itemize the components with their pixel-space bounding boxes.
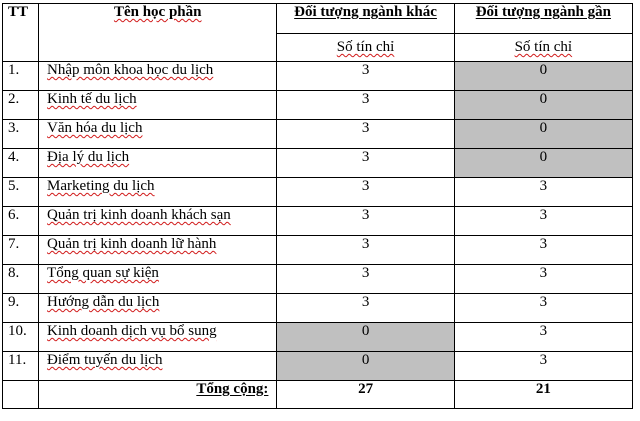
table-row bbox=[3, 120, 633, 149]
credits-near: 0 bbox=[454, 120, 632, 149]
table-body bbox=[3, 62, 633, 381]
row-number: 2. bbox=[3, 91, 39, 120]
credits-near: 3 bbox=[454, 352, 632, 381]
row-number: 7. bbox=[3, 236, 39, 265]
course-name: Nhập môn khoa học du lịch bbox=[47, 62, 214, 78]
row-number: 3. bbox=[3, 120, 39, 149]
course-name: Quản trị kinh doanh khách sạn bbox=[47, 207, 231, 223]
table-total-row bbox=[3, 381, 633, 409]
table-row bbox=[3, 62, 633, 91]
total-near: 21 bbox=[454, 381, 632, 409]
course-name-cell bbox=[39, 236, 277, 265]
course-name-cell bbox=[39, 207, 277, 236]
header-group-other bbox=[277, 4, 454, 34]
course-name: Marketing du lịch bbox=[47, 178, 155, 194]
row-number: 9. bbox=[3, 294, 39, 323]
credits-near: 0 bbox=[454, 149, 632, 178]
course-name: Văn hóa du lịch bbox=[47, 120, 143, 136]
credits-other: 3 bbox=[277, 294, 454, 323]
course-name-cell bbox=[39, 178, 277, 207]
row-number: 5. bbox=[3, 178, 39, 207]
course-name: Địa lý du lịch bbox=[47, 149, 130, 165]
credits-near: 0 bbox=[454, 91, 632, 120]
course-credit-table bbox=[2, 3, 633, 409]
header-credits-near bbox=[454, 34, 632, 62]
table-row bbox=[3, 178, 633, 207]
header-group-near bbox=[454, 4, 632, 34]
course-name-cell bbox=[39, 265, 277, 294]
header-credits-near-text: Số tín chỉ bbox=[514, 39, 573, 55]
credits-other: 3 bbox=[277, 62, 454, 91]
row-number: 11. bbox=[3, 352, 39, 381]
credits-near: 3 bbox=[454, 294, 632, 323]
table-row bbox=[3, 352, 633, 381]
course-name-cell bbox=[39, 294, 277, 323]
course-name-cell bbox=[39, 120, 277, 149]
row-number: 8. bbox=[3, 265, 39, 294]
credits-other: 3 bbox=[277, 236, 454, 265]
credits-near: 3 bbox=[454, 207, 632, 236]
credits-near: 3 bbox=[454, 178, 632, 207]
credits-other: 3 bbox=[277, 120, 454, 149]
table-row bbox=[3, 91, 633, 120]
row-number: 6. bbox=[3, 207, 39, 236]
course-name-cell bbox=[39, 323, 277, 352]
credits-other: 3 bbox=[277, 91, 454, 120]
credits-near: 3 bbox=[454, 265, 632, 294]
credits-other: 3 bbox=[277, 207, 454, 236]
table-row bbox=[3, 207, 633, 236]
course-name: Kinh doanh dịch vụ bổ sung bbox=[47, 323, 217, 339]
credits-other: 0 bbox=[277, 323, 454, 352]
total-empty-cell bbox=[3, 381, 39, 409]
header-tt: TT bbox=[3, 4, 39, 62]
credits-near: 0 bbox=[454, 62, 632, 91]
credits-other: 3 bbox=[277, 265, 454, 294]
row-number: 1. bbox=[3, 62, 39, 91]
header-course-name-text: Tên học phần bbox=[113, 4, 202, 20]
course-name-cell bbox=[39, 91, 277, 120]
course-name: Điểm tuyến du lịch bbox=[47, 352, 163, 368]
course-name-cell bbox=[39, 62, 277, 91]
course-name: Hướng dẫn du lịch bbox=[47, 294, 160, 310]
header-group-other-text: Đối tượng ngành khác bbox=[294, 4, 437, 20]
course-name-cell bbox=[39, 352, 277, 381]
course-name: Quản trị kinh doanh lữ hành bbox=[47, 236, 217, 252]
row-number: 4. bbox=[3, 149, 39, 178]
credits-other: 3 bbox=[277, 178, 454, 207]
table-row bbox=[3, 236, 633, 265]
header-group-near-text: Đối tượng ngành gần bbox=[475, 4, 611, 20]
credits-other: 3 bbox=[277, 149, 454, 178]
header-credits-other bbox=[277, 34, 454, 62]
course-name: Tổng quan sự kiện bbox=[47, 265, 159, 281]
table-row bbox=[3, 323, 633, 352]
table-row bbox=[3, 265, 633, 294]
total-label bbox=[39, 381, 277, 409]
header-course-name bbox=[39, 4, 277, 62]
total-other: 27 bbox=[277, 381, 454, 409]
table-header-row bbox=[3, 4, 633, 34]
header-credits-other-text: Số tín chỉ bbox=[336, 39, 395, 55]
table-row bbox=[3, 149, 633, 178]
credits-other: 0 bbox=[277, 352, 454, 381]
course-name: Kinh tế du lịch bbox=[47, 91, 137, 107]
row-number: 10. bbox=[3, 323, 39, 352]
credits-near: 3 bbox=[454, 323, 632, 352]
course-name-cell bbox=[39, 149, 277, 178]
credits-near: 3 bbox=[454, 236, 632, 265]
total-label-text: Tổng cộng: bbox=[196, 381, 269, 397]
table-row bbox=[3, 294, 633, 323]
